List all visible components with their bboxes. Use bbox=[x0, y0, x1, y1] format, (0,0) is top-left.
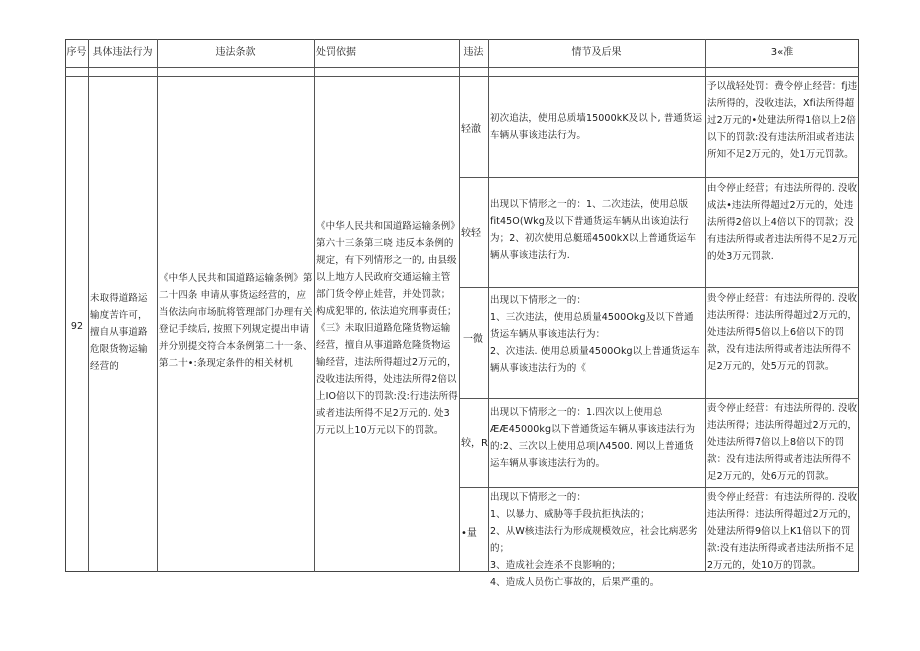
header-circumstance: 情节及后果 bbox=[571, 47, 622, 58]
row-divider bbox=[65, 76, 859, 77]
row-clause: 《中华人民共和国道路运输条例》第二十四条 申请从事货运经营的，应当依法向市场肮将管理部门办理有关登记手续后, 按照下列规定提出申请并分别提交符合本条例第二十一条、第二十•:条现定条件的相关材机 bbox=[159, 273, 313, 369]
row-basis: 《中华人民共和国道路运输条例》第六十三条第三哓 违反本条例的规定，有下列情形之一的, 由县级以上地方人民政府交通运输主管部门货令停止娃营，并处罚款；构成犯罪的, 依法追究刑事责任； 《三》未取旧道路危隆货物运输经营，擅自从事道路危隆货物运输经营，违法所得超过2万元的，没收违法所得，处违法所得2倍以上IO倍以下的罚款:没:行违法所得或者违法所得不足2万元的. 处3万元以上10万元以下的罚款。 bbox=[316, 221, 458, 436]
header-seq: 序号 bbox=[66, 47, 87, 58]
header-level: 违法 bbox=[463, 47, 484, 58]
header-clause: 违法条款 bbox=[215, 47, 256, 58]
tier-standard: 予以战轻处罚：费令停止经营：fj违法所得的，没收违法，Xfi法所得超过2万元的•处建法所得1倍以上2倍以下的罚款:没有违法所泪或者违法所知不足2万元的，处1万元罚款。 bbox=[707, 81, 858, 160]
col-divider bbox=[459, 39, 460, 572]
header-basis: 处罚依据 bbox=[316, 47, 356, 58]
col-divider bbox=[157, 39, 158, 572]
tier-divider bbox=[459, 398, 859, 399]
tier-standard: 由令停止经营；有违法所得的. 没收成法•违法所得超过2万元的，处违法所得2倍以上4倍以下的罚款；没有违法所得或者违法所得不足2万元的处3万元罚款. bbox=[707, 183, 858, 262]
col-divider bbox=[488, 39, 489, 572]
header-standard: 3«准 bbox=[770, 47, 794, 58]
tier-standard: 责令停止经营：有违法所得的. 没收违法所得；违法所得超过2万元的，处违法所得7倍以上8倍以下的罚款：没有违法所得或者违法所得不足2万元的，处6万元的罚款。 bbox=[707, 403, 858, 482]
tier-level: 一微 bbox=[463, 334, 483, 345]
tier-divider bbox=[459, 177, 859, 178]
tier-circumstance: 出现以下情形之一的：1、二次违法，使用总版fit45O(Wkg及以下普通货运车辆从出该迫法行为；2、初次使用总艇瑶4500kX以上普通货运车辆从事该违法行为. bbox=[490, 199, 697, 261]
tier-standard: 贵令停止经营：有违法所得的. 没收违法所得：违法所得超过2万元的，处违法所得5倍以上6倍以下的罚款，没有违法所得或者违法所得不足2万元的，处5万元的罚款。 bbox=[707, 293, 858, 372]
header-behavior: 具体违法行为 bbox=[92, 47, 153, 58]
tier-standard: 贵令停止经营：有违法所得的. 没收违法所得：违法所得超过2万元的，处建法所得9倍以上K1倍以下的罚款:没有违法所得或者违法所指不足2万元的，处10万的罚款。 bbox=[707, 492, 858, 571]
header-divider bbox=[65, 67, 859, 68]
tier-level: 较轻 bbox=[461, 228, 481, 239]
tier-circumstance: 出现以下情形之一的： 1、三次违法，使用总质量4500Okg及以下普通货运车辆从事该违法行为： 2、次违法. 使用总质量4500Okg以上普通货运车辆从事该违法行为的《 bbox=[490, 295, 700, 374]
tier-circumstance: 出现以下情形之一的： 1、以暴力、威胁等手段抗拒执法的； 2、从W核违法行为形成规模效应，社会比病恶劣的； 3、造成社会连杀不良影响的； 4、造成人员伤亡事故的，后果严重的。 bbox=[490, 492, 698, 588]
tier-circumstance: 初次追法，使用总质墙15000kK及以卜, 普通货运车辆从事该违法行为。 bbox=[490, 113, 703, 141]
tier-level: 轻澈 bbox=[461, 124, 481, 135]
tier-level: 较，R bbox=[461, 438, 488, 449]
tier-circumstance: 出现以下情形之一的：1.四次以上使用总ÆÆ45000kg以下普通货运车辆从事该违法行为的:2、三次以上使用总项|Λ4500. 网以上普通货运车辆从事该违法行为的。 bbox=[490, 407, 696, 469]
col-divider bbox=[88, 39, 89, 572]
row-behavior: 未取得道路运输度苦许可，擅自从事道路危限货物运输经营的 bbox=[90, 293, 148, 372]
tier-divider bbox=[459, 487, 859, 488]
col-divider bbox=[705, 39, 706, 572]
tier-divider bbox=[459, 287, 859, 288]
col-divider bbox=[314, 39, 315, 572]
tier-level: •量 bbox=[461, 528, 477, 539]
row-seq: 92 bbox=[70, 321, 84, 332]
